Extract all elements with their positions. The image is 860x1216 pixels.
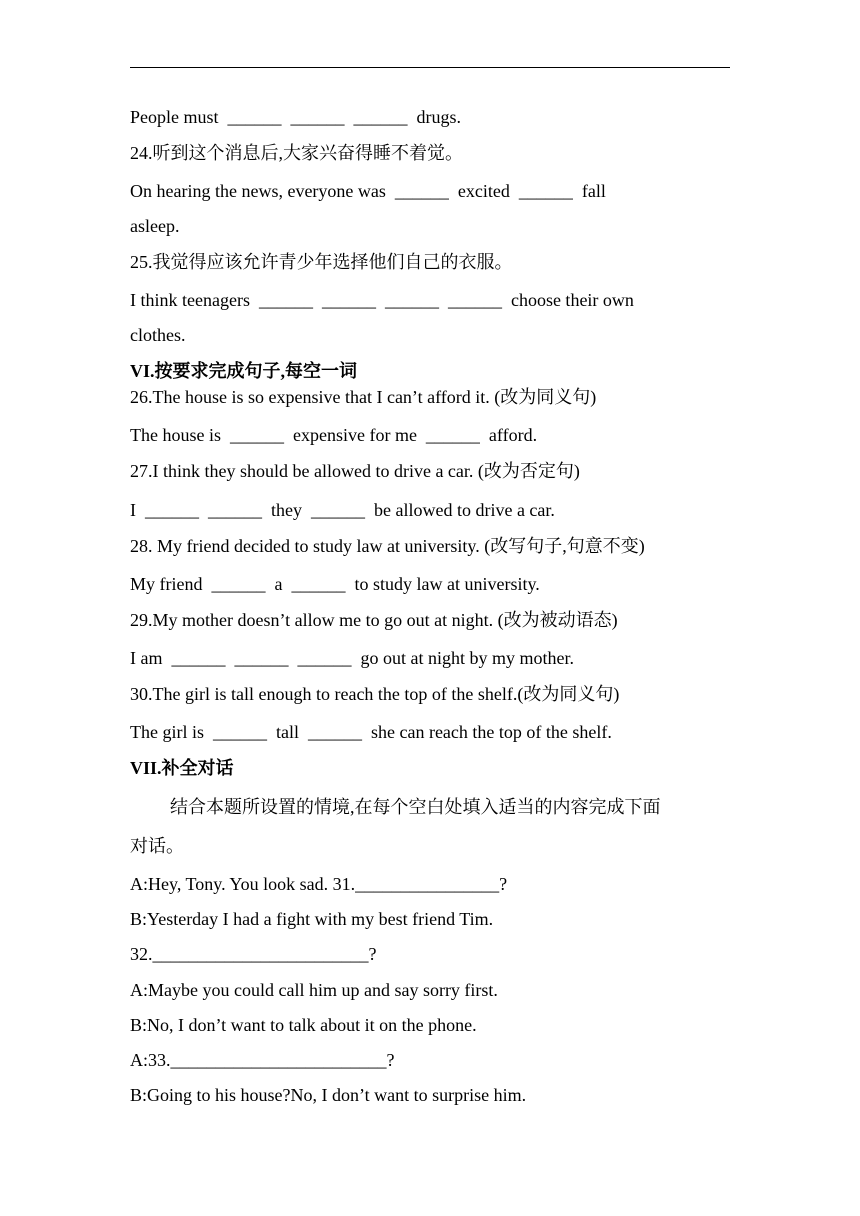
dialogue-line: B:Going to his house?No, I don’t want to surprise him. <box>130 1085 527 1105</box>
question-27: 27.I think they should be allowed to drive a car. (改为否定句) <box>130 461 580 481</box>
question-24: 24.听到这个消息后,大家兴奋得睡不着觉。 <box>130 143 463 163</box>
dialogue-line: B:No, I don’t want to talk about it on the phone. <box>130 1015 477 1035</box>
dialogue-line: B:Yesterday I had a fight with my best friend Tim. <box>130 909 494 929</box>
question-28: 28. My friend decided to study law at university. (改写句子,句意不变) <box>130 536 645 556</box>
text-line: asleep. <box>130 216 180 236</box>
text-line: The girl is ______ tall ______ she can reach the top of the shelf. <box>130 722 612 742</box>
dialogue-line: A:Hey, Tony. You look sad. 31.________________? <box>130 874 508 894</box>
header-rule <box>130 67 730 68</box>
text-line: I am ______ ______ ______ go out at night by my mother. <box>130 648 574 668</box>
text-line: I ______ ______ they ______ be allowed to drive a car. <box>130 500 555 520</box>
question-26: 26.The house is so expensive that I can’t afford it. (改为同义句) <box>130 387 597 407</box>
question-29: 29.My mother doesn’t allow me to go out at night. (改为被动语态) <box>130 610 618 630</box>
section-heading-vi: VI.按要求完成句子,每空一词 <box>130 361 358 381</box>
question-30: 30.The girl is tall enough to reach the top of the shelf.(改为同义句) <box>130 684 620 704</box>
text-line: On hearing the news, everyone was ______ excited ______ fall <box>130 181 606 201</box>
text-line: People must ______ ______ ______ drugs. <box>130 107 461 127</box>
dialogue-line: A:33.________________________? <box>130 1050 395 1070</box>
dialogue-line: A:Maybe you could call him up and say sorry first. <box>130 980 498 1000</box>
instruction-text: 对话。 <box>130 836 184 856</box>
text-line: My friend ______ a ______ to study law at university. <box>130 574 540 594</box>
text-line: I think teenagers ______ ______ ______ ______ choose their own <box>130 290 634 310</box>
text-line: The house is ______ expensive for me ______ afford. <box>130 425 538 445</box>
instruction-text: 结合本题所设置的情境,在每个空白处填入适当的内容完成下面 <box>170 797 661 817</box>
section-heading-vii: VII.补全对话 <box>130 758 234 778</box>
text-line: clothes. <box>130 325 186 345</box>
dialogue-line: 32.________________________? <box>130 944 377 964</box>
question-25: 25.我觉得应该允许青少年选择他们自己的衣服。 <box>130 252 513 272</box>
